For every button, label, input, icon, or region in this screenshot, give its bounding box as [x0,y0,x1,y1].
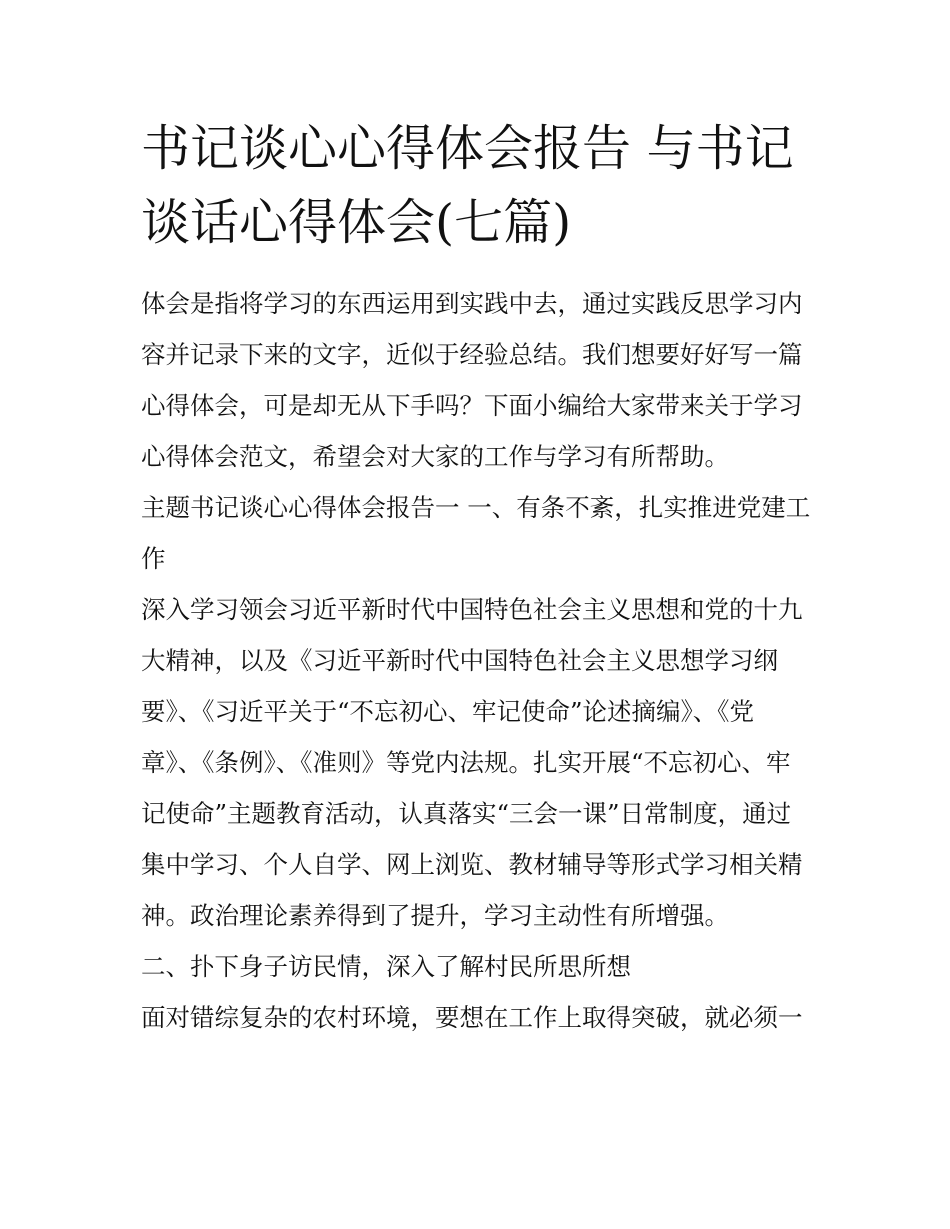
section-heading-2: 二、扑下身子访民情，深入了解村民所思所想 [141,952,631,981]
section-heading-1: 主题书记谈心心得体会报告一 一、有条不紊，扎实推进党建工作 [141,493,811,573]
document-body [141,278,813,1043]
intro-paragraph: 体会是指将学习的东西运用到实践中去，通过实践反思学习内容并记录下来的文字，近似于经验总结。我们想要好好写一篇心得体会，可是却无从下手吗？下面小编给大家带来关于学习心得体会范文，希望会对大家的工作与学习有所帮助。 [141,289,803,471]
body-paragraph-2: 面对错综复杂的农村环境，要想在工作上取得突破，就必须一 [141,1003,803,1032]
document-title: 书记谈心心得体会报告 与书记谈话心得体会(七篇) [141,120,794,251]
body-paragraph-1: 深入学习领会习近平新时代中国特色社会主义思想和党的十九大精神，以及《习近平新时代中国特色社会主义思想学习纲要》、《习近平关于“不忘初心、牢记使命”论述摘编》、《党章》、《条例》、《准则》等党内法规。扎实开展“不忘初心、牢记使命”主题教育活动，认真落实“三会一课”日常制度，通过集中学习、个人自学、网上浏览、教材辅导等形式学习相关精神。政治理论素养得到了提升，学习主动性有所增强。 [141,595,803,930]
